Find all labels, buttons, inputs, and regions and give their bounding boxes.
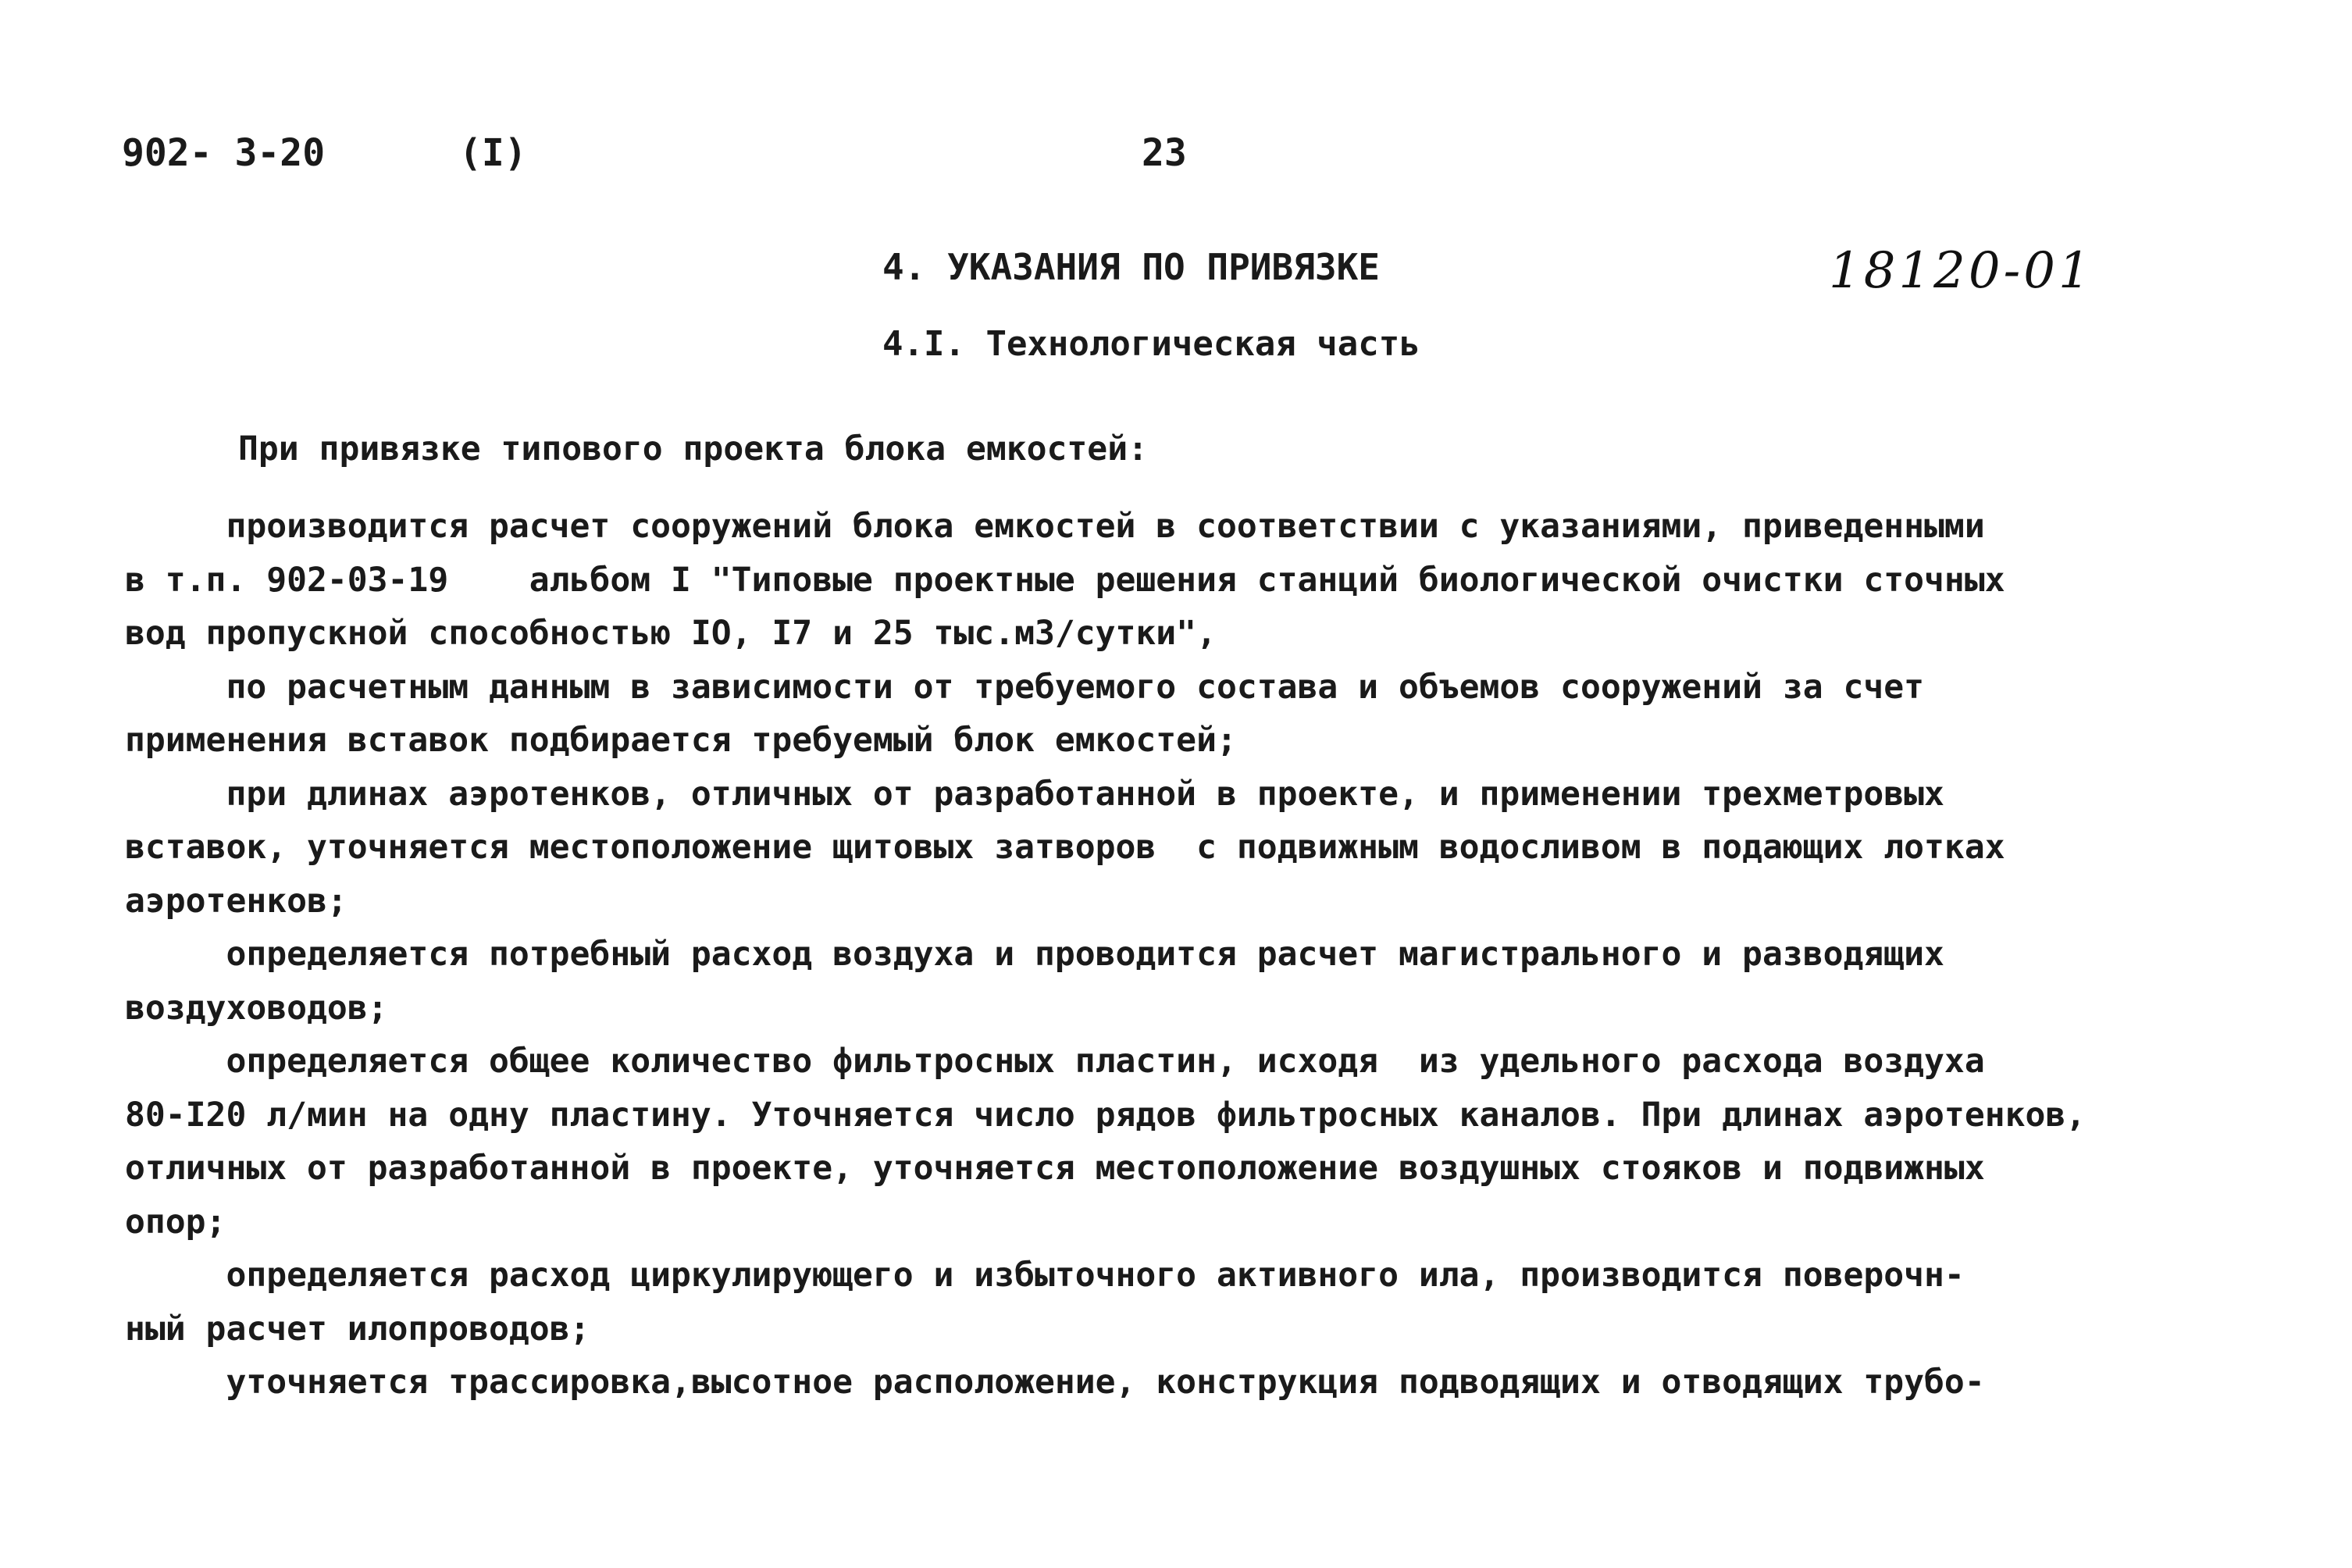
body-line: по расчетным данным в зависимости от требуемого состава и объемов сооружений за счет bbox=[125, 667, 1925, 707]
body-line: производится расчет сооружений блока емкостей в соответствии с указаниями, приведенными bbox=[125, 507, 1985, 546]
subsection-title: 4.I. Технологическая часть bbox=[882, 324, 1420, 364]
body-line: 80-I20 л/мин на одну пластину. Уточняется число рядов фильтросных каналов. При длинах аэротенков, bbox=[125, 1095, 2087, 1135]
document-part: (I) bbox=[459, 131, 527, 175]
body-line: определяется потребный расход воздуха и проводится расчет магистрального и разводящих bbox=[125, 935, 1944, 974]
body-line: воздуховодов; bbox=[125, 988, 388, 1028]
body-line: при длинах аэротенков, отличных от разработанной в проекте, и применении трехметровых bbox=[125, 774, 1944, 814]
body-line: отличных от разработанной в проекте, уточняется местоположение воздушных стояков и подвижных bbox=[125, 1149, 1985, 1188]
body-line: вставок, уточняется местоположение щитовых затворов с подвижным водосливом в подающих лотках bbox=[125, 828, 2005, 867]
body-line: определяется расход циркулирующего и избыточного активного ила, производится поверочн- bbox=[125, 1256, 1965, 1295]
section-title: 4. УКАЗАНИЯ ПО ПРИВЯЗКЕ bbox=[882, 246, 1380, 288]
body-line: применения вставок подбирается требуемый блок емкостей; bbox=[125, 721, 1237, 760]
body-line: в т.п. 902-03-19 альбом I "Типовые проектные решения станций биологической очистки сточных bbox=[125, 560, 2005, 600]
body-line: уточняется трассировка,высотное расположение, конструкция подводящих и отводящих трубо- bbox=[125, 1363, 1985, 1402]
intro-paragraph: При привязке типового проекта блока емкостей: bbox=[238, 429, 1148, 469]
body-line: опор; bbox=[125, 1202, 226, 1242]
body-text bbox=[125, 500, 2311, 1409]
body-line: вод пропускной способностью IO, I7 и 25 тыс.м3/сутки", bbox=[125, 614, 1217, 653]
handwritten-inventory-number: 18120-01 bbox=[1829, 242, 2094, 300]
body-line: определяется общее количество фильтросных пластин, исходя из удельного расхода воздуха bbox=[125, 1042, 1985, 1081]
body-line: ный расчет илопроводов; bbox=[125, 1309, 590, 1349]
document-code: 902- 3-20 bbox=[122, 131, 326, 175]
page-number: 23 bbox=[1142, 131, 1187, 175]
body-line: аэротенков; bbox=[125, 881, 347, 921]
